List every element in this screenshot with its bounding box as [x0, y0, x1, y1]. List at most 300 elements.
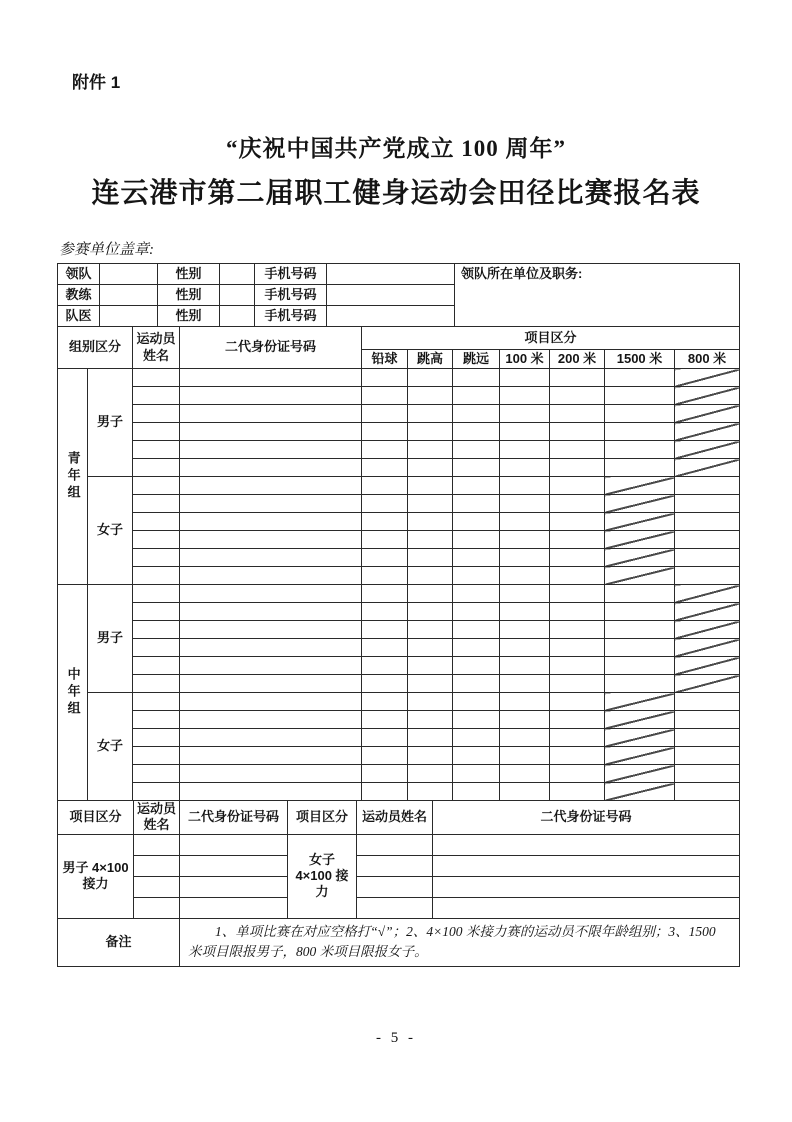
event-cell — [550, 513, 605, 531]
event-cell — [550, 621, 605, 639]
athlete-name-cell — [133, 495, 180, 513]
event-cell-crossed — [605, 693, 675, 711]
athlete-id-cell — [180, 459, 362, 477]
gender-value-cell — [220, 306, 255, 327]
event-cell — [362, 441, 408, 459]
athlete-row — [58, 765, 740, 783]
athlete-row — [58, 459, 740, 477]
event-cell — [453, 657, 500, 675]
event-cell-crossed — [605, 477, 675, 495]
athlete-row — [58, 783, 740, 801]
event-cell — [453, 585, 500, 603]
event-cell — [453, 495, 500, 513]
event-cell — [605, 405, 675, 423]
title-block — [0, 130, 792, 211]
staff-info-row — [58, 264, 740, 285]
athlete-row — [58, 387, 740, 405]
event-cell — [453, 423, 500, 441]
event-cell-crossed — [675, 585, 740, 603]
athlete-id-cell — [180, 405, 362, 423]
event-header: 100 米 — [500, 350, 550, 369]
athlete-id-cell — [180, 441, 362, 459]
event-cell-crossed — [605, 711, 675, 729]
event-cell — [550, 585, 605, 603]
relay-name-header: 运动员姓名 — [134, 801, 180, 835]
relay-event-label: 男子 4×100 接力 — [58, 834, 134, 918]
athlete-row — [58, 477, 740, 495]
athlete-name-cell — [133, 477, 180, 495]
athlete-name-cell — [133, 711, 180, 729]
event-cell — [362, 765, 408, 783]
event-cell — [550, 495, 605, 513]
phone-label-cell: 手机号码 — [255, 264, 327, 285]
event-cell — [500, 423, 550, 441]
event-cell — [408, 693, 453, 711]
athlete-id-cell — [180, 387, 362, 405]
event-cell — [408, 405, 453, 423]
event-cell — [605, 459, 675, 477]
event-header: 跳远 — [453, 350, 500, 369]
role-value-cell — [100, 264, 158, 285]
event-cell-crossed — [605, 747, 675, 765]
event-cell — [550, 549, 605, 567]
athlete-id-cell — [180, 621, 362, 639]
athlete-name-cell — [133, 585, 180, 603]
relay-id-header: 二代身份证号码 — [433, 801, 740, 835]
event-cell — [550, 639, 605, 657]
event-cell-crossed — [675, 639, 740, 657]
event-cell — [362, 531, 408, 549]
athlete-name-cell — [133, 657, 180, 675]
event-cell — [362, 783, 408, 801]
event-cell — [362, 405, 408, 423]
event-cell — [550, 783, 605, 801]
event-cell — [408, 765, 453, 783]
event-cell — [605, 387, 675, 405]
event-cell — [500, 405, 550, 423]
athlete-id-cell — [180, 585, 362, 603]
athlete-name-cell — [133, 387, 180, 405]
event-header: 800 米 — [675, 350, 740, 369]
gender-label-cell: 性别 — [158, 306, 220, 327]
athlete-row — [58, 621, 740, 639]
athlete-name-cell — [133, 369, 180, 387]
athlete-id-cell — [180, 747, 362, 765]
gender-value-cell — [220, 264, 255, 285]
event-cell — [362, 639, 408, 657]
athlete-id-cell — [180, 639, 362, 657]
event-cell — [500, 783, 550, 801]
gender-label-cell: 性别 — [158, 264, 220, 285]
athlete-id-cell — [180, 423, 362, 441]
relay-name-cell — [357, 897, 433, 918]
athlete-name-cell — [133, 405, 180, 423]
event-cell — [675, 513, 740, 531]
event-cell — [500, 369, 550, 387]
event-cell-crossed — [605, 567, 675, 585]
athlete-name-cell — [133, 567, 180, 585]
event-cell — [362, 603, 408, 621]
event-cell-crossed — [605, 765, 675, 783]
event-cell — [408, 567, 453, 585]
event-cell-crossed — [675, 657, 740, 675]
event-cell — [408, 621, 453, 639]
id-number-header: 二代身份证号码 — [180, 327, 362, 369]
event-cell-crossed — [675, 369, 740, 387]
athlete-row — [58, 747, 740, 765]
event-cell — [605, 621, 675, 639]
athlete-id-cell — [180, 495, 362, 513]
event-cell-crossed — [675, 621, 740, 639]
phone-value-cell — [327, 264, 455, 285]
gender-label: 女子 — [88, 693, 133, 801]
athlete-id-cell — [180, 783, 362, 801]
event-cell — [453, 711, 500, 729]
title-line-2: 连云港市第二届职工健身运动会田径比赛报名表 — [91, 178, 701, 209]
event-cell — [453, 513, 500, 531]
phone-label-cell: 手机号码 — [255, 285, 327, 306]
relay-row — [58, 855, 740, 876]
event-cell — [408, 783, 453, 801]
event-cell — [362, 675, 408, 693]
event-cell-crossed — [675, 387, 740, 405]
event-cell — [675, 783, 740, 801]
event-cell — [605, 423, 675, 441]
athlete-row — [58, 657, 740, 675]
event-cell — [605, 585, 675, 603]
event-cell — [362, 549, 408, 567]
event-cell — [675, 477, 740, 495]
event-cell-crossed — [675, 675, 740, 693]
athlete-name-cell — [133, 729, 180, 747]
event-cell — [675, 495, 740, 513]
remarks-table — [57, 918, 740, 968]
relay-header-row — [58, 801, 740, 835]
group-label: 青年组 — [58, 369, 88, 585]
athlete-name-cell — [133, 639, 180, 657]
event-cell — [453, 531, 500, 549]
event-cell — [675, 747, 740, 765]
event-cell — [500, 513, 550, 531]
event-cell — [408, 495, 453, 513]
athlete-name-cell — [133, 693, 180, 711]
event-cell — [408, 441, 453, 459]
event-cell — [500, 387, 550, 405]
event-cell — [362, 585, 408, 603]
event-cell — [500, 603, 550, 621]
athlete-name-cell — [133, 675, 180, 693]
relay-name-cell — [357, 876, 433, 897]
phone-value-cell — [327, 306, 455, 327]
event-cell — [453, 477, 500, 495]
event-cell — [408, 459, 453, 477]
event-cell — [550, 369, 605, 387]
event-cell — [408, 639, 453, 657]
event-cell-crossed — [605, 729, 675, 747]
event-cell — [550, 693, 605, 711]
event-cell — [408, 729, 453, 747]
athlete-id-cell — [180, 369, 362, 387]
relay-row — [58, 897, 740, 918]
event-cell — [675, 765, 740, 783]
athlete-name-cell — [133, 531, 180, 549]
event-cell — [453, 459, 500, 477]
event-cell-crossed — [675, 405, 740, 423]
phone-value-cell — [327, 285, 455, 306]
event-cell — [453, 783, 500, 801]
event-cell — [453, 747, 500, 765]
event-cell — [453, 405, 500, 423]
relay-name-cell — [134, 876, 180, 897]
title-line-1: “庆祝中国共产党成立 100 周年” — [226, 136, 566, 161]
relay-id-header: 二代身份证号码 — [180, 801, 288, 835]
event-cell — [500, 441, 550, 459]
event-cell — [362, 729, 408, 747]
event-cell — [408, 585, 453, 603]
event-cell — [500, 621, 550, 639]
athlete-header-row — [58, 327, 740, 350]
event-header: 铅球 — [362, 350, 408, 369]
athlete-name-cell — [133, 549, 180, 567]
event-cell — [550, 423, 605, 441]
event-cell — [362, 477, 408, 495]
event-cell — [453, 441, 500, 459]
athlete-id-cell — [180, 675, 362, 693]
role-label-cell: 领队 — [58, 264, 100, 285]
event-cell — [408, 657, 453, 675]
athlete-id-cell — [180, 603, 362, 621]
relay-table — [57, 800, 740, 919]
event-cell — [550, 567, 605, 585]
event-cell — [408, 531, 453, 549]
athlete-row — [58, 423, 740, 441]
relay-event-header: 项目区分 — [58, 801, 134, 835]
seal-label: 参赛单位盖章: — [59, 242, 154, 258]
relay-name-cell — [134, 855, 180, 876]
event-cell — [453, 675, 500, 693]
unit-position-cell: 领队所在单位及职务: — [455, 264, 740, 327]
athlete-id-cell — [180, 729, 362, 747]
event-cell — [605, 441, 675, 459]
athlete-row — [58, 711, 740, 729]
event-header: 跳高 — [408, 350, 453, 369]
gender-value-cell — [220, 285, 255, 306]
event-cell — [362, 387, 408, 405]
athlete-row — [58, 531, 740, 549]
athlete-row — [58, 585, 740, 603]
athlete-row — [58, 675, 740, 693]
event-cell — [605, 369, 675, 387]
relay-id-cell — [433, 897, 740, 918]
athlete-id-cell — [180, 477, 362, 495]
athlete-name-cell — [133, 783, 180, 801]
phone-label-cell: 手机号码 — [255, 306, 327, 327]
event-cell — [500, 567, 550, 585]
event-cell — [605, 675, 675, 693]
event-cell — [500, 765, 550, 783]
event-cell — [408, 747, 453, 765]
event-cell — [362, 495, 408, 513]
athlete-name-cell — [133, 603, 180, 621]
athlete-id-cell — [180, 513, 362, 531]
gender-label: 男子 — [88, 585, 133, 693]
event-cell — [408, 423, 453, 441]
athlete-id-cell — [180, 693, 362, 711]
athlete-row — [58, 369, 740, 387]
athlete-id-cell — [180, 567, 362, 585]
event-cell — [408, 513, 453, 531]
event-cell-crossed — [675, 459, 740, 477]
remarks-text: 1、单项比赛在对应空格打“√”；2、4×100 米接力赛的运动员不限年龄组别；3、1500 米项目限报男子，800 米项目限报女子。 — [180, 918, 740, 967]
athlete-row — [58, 513, 740, 531]
relay-event-header: 项目区分 — [288, 801, 357, 835]
gender-label-cell: 性别 — [158, 285, 220, 306]
athlete-name-cell — [133, 747, 180, 765]
event-cell — [453, 369, 500, 387]
event-cell-crossed — [675, 423, 740, 441]
relay-id-cell — [180, 855, 288, 876]
event-cell — [453, 603, 500, 621]
event-cell — [408, 549, 453, 567]
athlete-row — [58, 567, 740, 585]
event-cell — [550, 441, 605, 459]
role-label-cell: 队医 — [58, 306, 100, 327]
event-category-header: 项目区分 — [362, 327, 740, 350]
event-cell — [675, 729, 740, 747]
relay-name-cell — [134, 897, 180, 918]
event-cell-crossed — [675, 603, 740, 621]
event-cell — [408, 477, 453, 495]
event-header: 1500 米 — [605, 350, 675, 369]
athlete-row — [58, 549, 740, 567]
athlete-id-cell — [180, 531, 362, 549]
event-cell — [500, 531, 550, 549]
remarks-row — [58, 918, 740, 967]
event-cell — [408, 387, 453, 405]
relay-row — [58, 876, 740, 897]
event-cell — [500, 549, 550, 567]
remarks-label: 备注 — [58, 918, 180, 967]
event-cell — [362, 621, 408, 639]
relay-id-cell — [180, 834, 288, 855]
relay-id-cell — [433, 834, 740, 855]
event-cell — [675, 531, 740, 549]
event-cell — [500, 459, 550, 477]
group-label: 中年组 — [58, 585, 88, 801]
athlete-name-cell — [133, 621, 180, 639]
gender-label: 男子 — [88, 369, 133, 477]
athlete-row — [58, 441, 740, 459]
event-cell-crossed — [605, 783, 675, 801]
event-cell — [550, 657, 605, 675]
event-cell-crossed — [605, 495, 675, 513]
athlete-name-cell — [133, 765, 180, 783]
event-cell — [605, 603, 675, 621]
event-cell — [500, 657, 550, 675]
event-cell — [605, 657, 675, 675]
event-cell — [605, 639, 675, 657]
event-cell — [550, 765, 605, 783]
event-cell — [362, 513, 408, 531]
event-cell — [500, 495, 550, 513]
athlete-row — [58, 603, 740, 621]
event-cell — [408, 603, 453, 621]
event-header: 200 米 — [550, 350, 605, 369]
event-cell — [550, 405, 605, 423]
event-cell — [453, 765, 500, 783]
event-cell — [550, 603, 605, 621]
event-cell — [500, 585, 550, 603]
event-cell — [362, 693, 408, 711]
athlete-table — [57, 326, 740, 801]
event-cell — [362, 423, 408, 441]
event-cell-crossed — [675, 441, 740, 459]
event-cell — [408, 711, 453, 729]
event-cell — [453, 693, 500, 711]
athlete-id-cell — [180, 765, 362, 783]
event-cell — [550, 531, 605, 549]
event-cell — [408, 675, 453, 693]
event-cell — [362, 747, 408, 765]
event-cell — [500, 693, 550, 711]
staff-info-table — [57, 263, 740, 327]
event-cell — [550, 729, 605, 747]
athlete-row — [58, 729, 740, 747]
attachment-label: 附件 1 — [72, 73, 121, 92]
page-number: - 5 - — [376, 1030, 416, 1046]
event-cell — [453, 387, 500, 405]
athlete-row — [58, 693, 740, 711]
athlete-row — [58, 495, 740, 513]
event-cell — [453, 639, 500, 657]
relay-name-header: 运动员姓名 — [357, 801, 433, 835]
relay-id-cell — [180, 876, 288, 897]
event-cell — [408, 369, 453, 387]
athlete-name-cell — [133, 441, 180, 459]
relay-id-cell — [433, 876, 740, 897]
athlete-name-cell — [133, 423, 180, 441]
event-cell — [550, 477, 605, 495]
event-cell — [500, 675, 550, 693]
event-cell — [500, 711, 550, 729]
relay-id-cell — [433, 855, 740, 876]
event-cell — [500, 639, 550, 657]
event-cell — [453, 621, 500, 639]
relay-name-cell — [357, 855, 433, 876]
athlete-name-header: 运动员姓名 — [133, 327, 180, 369]
event-cell — [550, 387, 605, 405]
event-cell — [362, 567, 408, 585]
group-category-header: 组别区分 — [58, 327, 133, 369]
event-cell — [550, 711, 605, 729]
role-value-cell — [100, 285, 158, 306]
athlete-id-cell — [180, 711, 362, 729]
event-cell — [675, 567, 740, 585]
event-cell — [550, 675, 605, 693]
relay-name-cell — [357, 834, 433, 855]
relay-event-label: 女子 4×100 接力 — [288, 834, 357, 918]
event-cell — [500, 729, 550, 747]
event-cell-crossed — [605, 531, 675, 549]
event-cell — [362, 711, 408, 729]
registration-form-table — [57, 263, 741, 967]
event-cell — [453, 549, 500, 567]
athlete-id-cell — [180, 657, 362, 675]
event-cell-crossed — [605, 513, 675, 531]
event-cell — [500, 747, 550, 765]
event-cell — [362, 459, 408, 477]
event-cell — [675, 711, 740, 729]
